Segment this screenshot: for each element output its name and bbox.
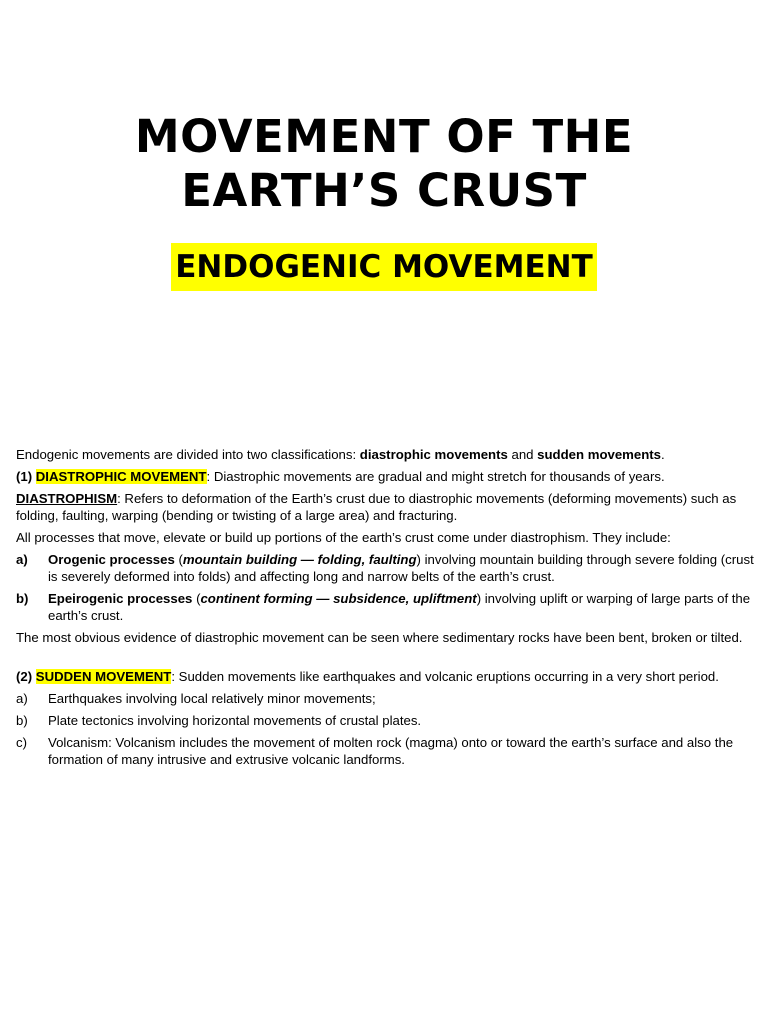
diastrophism-term: DIASTROPHISM bbox=[16, 491, 118, 506]
list-item-text bbox=[48, 590, 760, 624]
intro-text: Endogenic movements are divided into two classifications: bbox=[16, 447, 360, 462]
list-item-text: Earthquakes involving local relatively minor movements; bbox=[48, 691, 376, 706]
section-1-heading: DIASTROPHIC MOVEMENT bbox=[35, 469, 207, 484]
paren-open: ( bbox=[174, 552, 183, 567]
section-2-heading: SUDDEN MOVEMENT bbox=[35, 669, 172, 684]
list-item bbox=[16, 690, 760, 707]
process-text: ) involving uplift or warping of large parts of the earth’s crust. bbox=[48, 591, 751, 623]
title-line-2: EARTH’S CRUST bbox=[181, 164, 587, 217]
section-2-paragraph bbox=[16, 668, 760, 685]
section-1-paragraph bbox=[16, 468, 760, 485]
list-item-text: Volcanism: Volcanism includes the movement of molten rock (magma) onto or toward the earth’s surface and also the formation of many intrusive and extrusive volcanic landforms. bbox=[48, 735, 734, 767]
list-item bbox=[16, 712, 760, 729]
list-item-text bbox=[48, 551, 760, 585]
list-marker: b) bbox=[16, 591, 29, 606]
list-item bbox=[16, 734, 760, 768]
diastrophism-paragraph bbox=[16, 490, 760, 524]
list-item-text: Plate tectonics involving horizontal movements of crustal plates. bbox=[48, 713, 422, 728]
list-marker: a) bbox=[16, 552, 28, 567]
list-marker: a) bbox=[16, 691, 28, 706]
process-text: ) involving mountain building through severe folding (crust is severely deformed into folds) and affecting long and narrow belts of the earth’s crust. bbox=[48, 552, 754, 584]
spacer bbox=[16, 651, 760, 668]
intro-conjunction: and bbox=[507, 447, 538, 462]
diastrophism-definition: : Refers to deformation of the Earth’s crust due to diastrophic movements (deforming movements) such as folding, faulting, warping (bending or twisting of a large area) and fracturing. bbox=[16, 491, 737, 523]
list-marker: c) bbox=[16, 735, 27, 750]
process-detail: mountain building — folding, faulting bbox=[182, 552, 417, 567]
list-marker: b) bbox=[16, 713, 28, 728]
section-1-text: : Diastrophic movements are gradual and might stretch for thousands of years. bbox=[206, 469, 665, 484]
list-item bbox=[16, 590, 760, 624]
evidence-paragraph: The most obvious evidence of diastrophic movement can be seen where sedimentary rocks have been bent, broken or tilted. bbox=[16, 630, 743, 645]
process-detail: continent forming — subsidence, upliftment bbox=[200, 591, 477, 606]
title-line-1: MOVEMENT OF THE bbox=[134, 110, 634, 163]
section-1-number: (1) bbox=[16, 469, 36, 484]
intro-period: . bbox=[661, 447, 665, 462]
process-name: Orogenic processes bbox=[48, 552, 175, 567]
intro-paragraph bbox=[16, 446, 760, 463]
intro-term-sudden: sudden movements bbox=[537, 447, 662, 462]
process-name: Epeirogenic processes bbox=[48, 591, 193, 606]
intro-term-diastrophic: diastrophic movements bbox=[359, 447, 508, 462]
paren-open: ( bbox=[192, 591, 201, 606]
processes-intro: All processes that move, elevate or build up portions of the earth’s crust come under diastrophism. They include: bbox=[16, 530, 671, 545]
subtitle-container bbox=[0, 243, 768, 291]
page-title bbox=[0, 110, 768, 218]
subtitle-highlighted: ENDOGENIC MOVEMENT bbox=[171, 243, 597, 291]
section-2-number: (2) bbox=[16, 669, 36, 684]
document-body bbox=[16, 446, 760, 773]
section-2-text: : Sudden movements like earthquakes and volcanic eruptions occurring in a very short period. bbox=[171, 669, 719, 684]
list-item bbox=[16, 551, 760, 585]
